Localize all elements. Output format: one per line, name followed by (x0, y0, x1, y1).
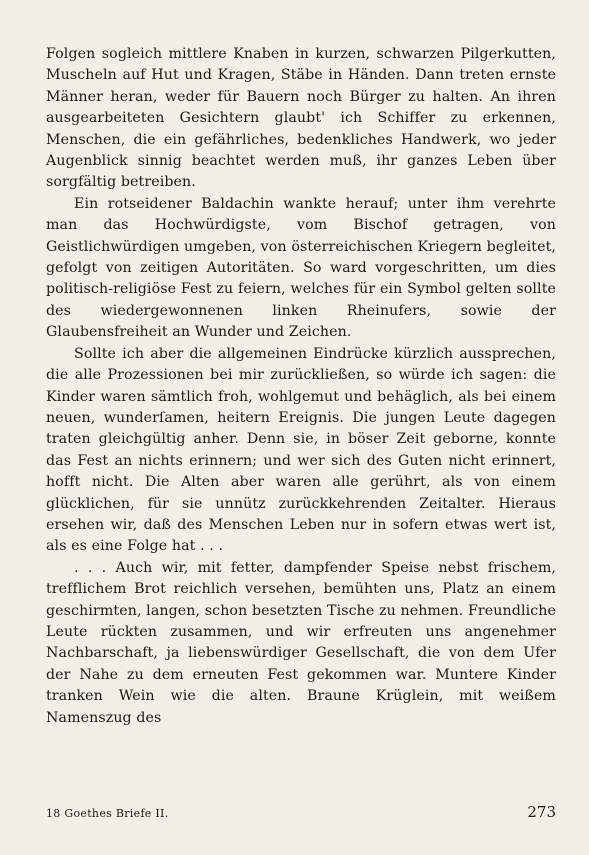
page-footer (46, 803, 556, 825)
printer-signature: 18 Goethes Briefe II. (46, 807, 169, 820)
page-number: 273 (527, 803, 556, 821)
paragraph-4: . . . Auch wir, mit fetter, dampfender Speise nebst frischem, trefflichem Brot reichlich versehen, bemühten uns, Platz an einem geschirmten, langen, schon besetzten Tische zu nehmen. Freundliche Leute rückten zusammen, und wir erfreuten uns angenehmer Nachbarschaft, ja liebenswürdiger Gesellschaft, die von dem Ufer der Nahe zu dem erneuten Fest gekommen war. Muntere Kinder tranken Wein wie die alten. Braune Krüglein, mit weißem Namenszug des (46, 559, 556, 726)
paragraph-1: Folgen sogleich mittlere Knaben in kurzen, schwarzen Pilgerkutten, Muscheln auf Hut und Kragen, Stäbe in Händen. Dann treten ernste Männer heran, weder für Bauern noch Bürger zu halten. An ihren ausgearbeiteten Gesichtern glaubt' ich Schiffer zu erkennen, Menschen, die ein gefährliches, bedenkliches Handwerk, wo jeder Augenblick sinnig beachtet werden muß, ihr ganzes Leben über sorgfältig betreiben. (46, 46, 556, 191)
paragraph-2: Ein rotseidener Baldachin wankte herauf; unter ihm verehrte man das Hochwürdigste, vom Bischof getragen, von Geistlichwürdigen umgeben, von österreichischen Kriegern begleitet, gefolgt von zeitigen Autoritäten. So ward vorgeschritten, um dies politisch-religiöse Fest zu feiern, welches für ein Symbol gelten sollte des wiedergewonnenen linken Rheinufers, sowie der Glaubensfreiheit an Wunder und Zeichen. (46, 195, 556, 341)
page-body (46, 44, 556, 729)
paragraph-3: Sollte ich aber die allgemeinen Eindrücke kürzlich aussprechen, die alle Prozessionen bei mir zurückließen, so würde ich sagen: die Kinder waren sämtlich froh, wohlgemut und behäglich, als bei einem neuen, wunderſamen, heitern Ereignis. Die jungen Leute dagegen traten gleichgültig anher. Denn sie, in böser Zeit geborne, konnte das Fest an nichts erinnern; und wer sich des Guten nicht erinnert, hofft nicht. Die Alten aber waren alle gerührt, als von einem glücklichen, für sie unnütz zurückkehrenden Zeitalter. Hieraus ersehen wir, daß des Menschen Leben nur in sofern etwas wert ist, als es eine Folge hat . . . (46, 345, 556, 555)
